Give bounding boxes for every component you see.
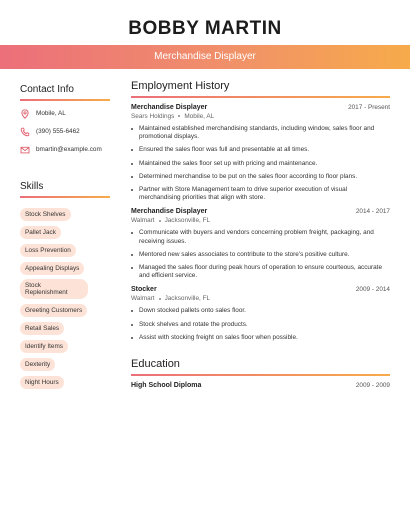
employment-rule xyxy=(131,96,390,98)
job-bullets xyxy=(131,125,390,202)
job-entry xyxy=(131,286,390,342)
separator-dot xyxy=(159,220,161,222)
skills-section-title: Skills xyxy=(20,181,44,192)
contact-rule xyxy=(20,99,110,101)
phone-text: (390) 555-6462 xyxy=(36,128,80,135)
skill-chip: Pallet Jack xyxy=(20,226,61,239)
employment-section-title: Employment History xyxy=(131,80,230,92)
skill-chip: Stock Replenishment xyxy=(20,279,88,299)
education-section-title: Education xyxy=(131,358,180,371)
skill-chip: Loss Prevention xyxy=(20,244,76,257)
skill-chip: Retail Sales xyxy=(20,322,64,335)
bullet-item: Ensured the sales floor was full and presentable at all times. xyxy=(131,146,390,154)
bullet-item: Mentored new sales associates to contribute to the store's positive culture. xyxy=(131,251,390,259)
job-dates: 2009 - 2014 xyxy=(355,286,390,294)
bullet-item: Communicate with buyers and vendors concerning problem freight, packaging, and receiving issues. xyxy=(131,229,390,245)
skill-chip: Identify Items xyxy=(20,340,68,353)
location-pin-icon xyxy=(20,109,30,119)
job-location: Jacksonville, FL xyxy=(164,295,211,303)
candidate-name: BOBBY MARTIN xyxy=(128,18,282,39)
job-title: Merchandise Displayer xyxy=(131,208,208,216)
contact-phone xyxy=(20,128,110,137)
bullet-item: Determined merchandise to be put on the sales floor according to floor plans. xyxy=(131,173,390,181)
skill-chip: Night Hours xyxy=(20,376,64,389)
job-entry xyxy=(131,104,390,202)
job-dates: 2014 - 2017 xyxy=(355,208,390,216)
skill-chip: Stock Shelves xyxy=(20,208,71,221)
job-location: Mobile, AL xyxy=(184,113,215,120)
job-location: Jacksonville, FL xyxy=(164,217,211,225)
bullet-item: Maintained established merchandising standards, including window, sales floor and promotional displays. xyxy=(131,125,390,141)
skill-chip: Dexterity xyxy=(20,358,55,371)
skill-chip: Appealing Displays xyxy=(20,262,84,275)
job-company: Walmart xyxy=(131,217,155,225)
education-entry xyxy=(131,382,390,389)
skills-list xyxy=(20,203,110,389)
bullet-item: Managed the sales floor during peak hours of operation to ensure courteous, accurate and efficient service. xyxy=(131,264,390,280)
job-company: Walmart xyxy=(131,295,155,303)
bullet-item: Down stocked pallets onto sales floor. xyxy=(131,307,390,315)
job-company: Sears Holdings xyxy=(131,113,175,120)
job-title-banner: Merchandise Displayer xyxy=(0,45,410,69)
job-entry xyxy=(131,208,390,280)
separator-dot xyxy=(159,298,161,300)
job-title: Merchandise Displayer xyxy=(131,104,208,111)
education-rule xyxy=(131,374,390,376)
job-title: Stocker xyxy=(131,286,157,294)
bullet-item: Assist with stocking freight on sales floor when possible. xyxy=(131,334,390,342)
education-section xyxy=(131,358,390,389)
location-text: Mobile, AL xyxy=(36,110,66,117)
job-bullets xyxy=(131,307,390,342)
education-degree: High School Diploma xyxy=(131,382,202,390)
right-column xyxy=(131,80,390,389)
separator-dot xyxy=(178,115,180,117)
envelope-icon xyxy=(20,145,30,155)
skills-rule xyxy=(20,196,110,198)
contact-location xyxy=(20,110,110,119)
left-column xyxy=(20,84,110,389)
email-text[interactable]: bmartin@example.com xyxy=(36,146,102,153)
skills-section xyxy=(20,181,110,389)
bullet-item: Maintained the sales floor set up with pricing and maintenance. xyxy=(131,160,390,168)
contact-section-title: Contact Info xyxy=(20,84,74,95)
job-dates: 2017 - Present xyxy=(348,104,390,111)
phone-icon xyxy=(20,127,30,137)
job-bullets xyxy=(131,229,390,280)
education-dates: 2009 - 2009 xyxy=(355,382,390,390)
contact-email[interactable] xyxy=(20,146,110,155)
bullet-item: Stock shelves and rotate the products. xyxy=(131,321,390,329)
skill-chip: Greeting Customers xyxy=(20,304,87,317)
bullet-item: Partner with Store Management team to drive superior execution of visual merchandising priorities that align with store. xyxy=(131,186,390,202)
